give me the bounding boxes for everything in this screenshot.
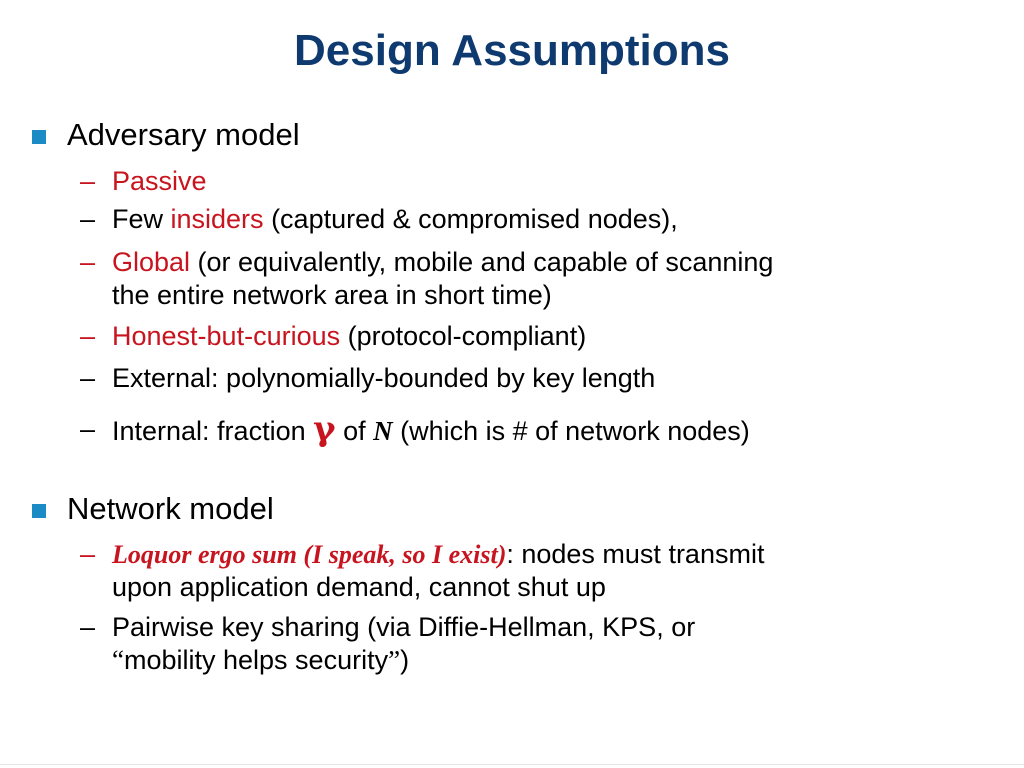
dash-marker: –	[80, 247, 96, 277]
dash-marker: –	[80, 612, 96, 642]
text-pre: Few	[112, 204, 171, 234]
text-line2-end: )	[400, 645, 410, 675]
text-line2: mobility helps security	[123, 645, 389, 675]
highlight-term: Loquor ergo sum (I speak, so I exist)	[112, 540, 507, 569]
dash-marker: –	[80, 321, 96, 351]
close-quote: ”	[388, 645, 401, 675]
gamma-symbol: γ	[313, 409, 336, 449]
bottom-divider	[0, 764, 1024, 765]
highlight-term: Passive	[112, 166, 207, 196]
text-post: (protocol-compliant)	[340, 321, 587, 351]
dash-marker: –	[80, 363, 96, 393]
text-post: (which is # of network nodes)	[392, 416, 750, 446]
text-mid: of	[335, 416, 374, 446]
text-pre: Pairwise key sharing (via Diffie-Hellman, KPS, or	[112, 612, 696, 642]
dash-marker: –	[80, 539, 96, 569]
open-quote: “	[112, 645, 124, 675]
text-line2: the entire network area in short time)	[112, 280, 552, 310]
highlight-term: Global	[112, 247, 191, 277]
highlight-term: insiders	[170, 204, 264, 234]
section-heading: Network model	[67, 491, 274, 526]
text-post: : nodes must transmit	[506, 539, 765, 569]
text-pre: Internal: fraction	[112, 416, 314, 446]
text-post: (or equivalently, mobile and capable of scanning	[190, 247, 774, 277]
highlight-term: Honest-but-curious	[112, 321, 341, 351]
section-heading: Adversary model	[67, 117, 300, 152]
text-line2: upon application demand, cannot shut up	[112, 572, 606, 602]
dash-marker: –	[80, 166, 96, 196]
text-post: (captured & compromised nodes),	[263, 204, 678, 234]
n-variable: N	[373, 416, 393, 446]
text-pre: External: polynomially-bounded by key length	[112, 363, 656, 393]
square-bullet-icon	[32, 504, 46, 518]
dash-marker: –	[80, 414, 96, 444]
slide-title: Design Assumptions	[294, 26, 730, 75]
dash-marker: –	[80, 204, 96, 234]
square-bullet-icon	[32, 130, 46, 144]
